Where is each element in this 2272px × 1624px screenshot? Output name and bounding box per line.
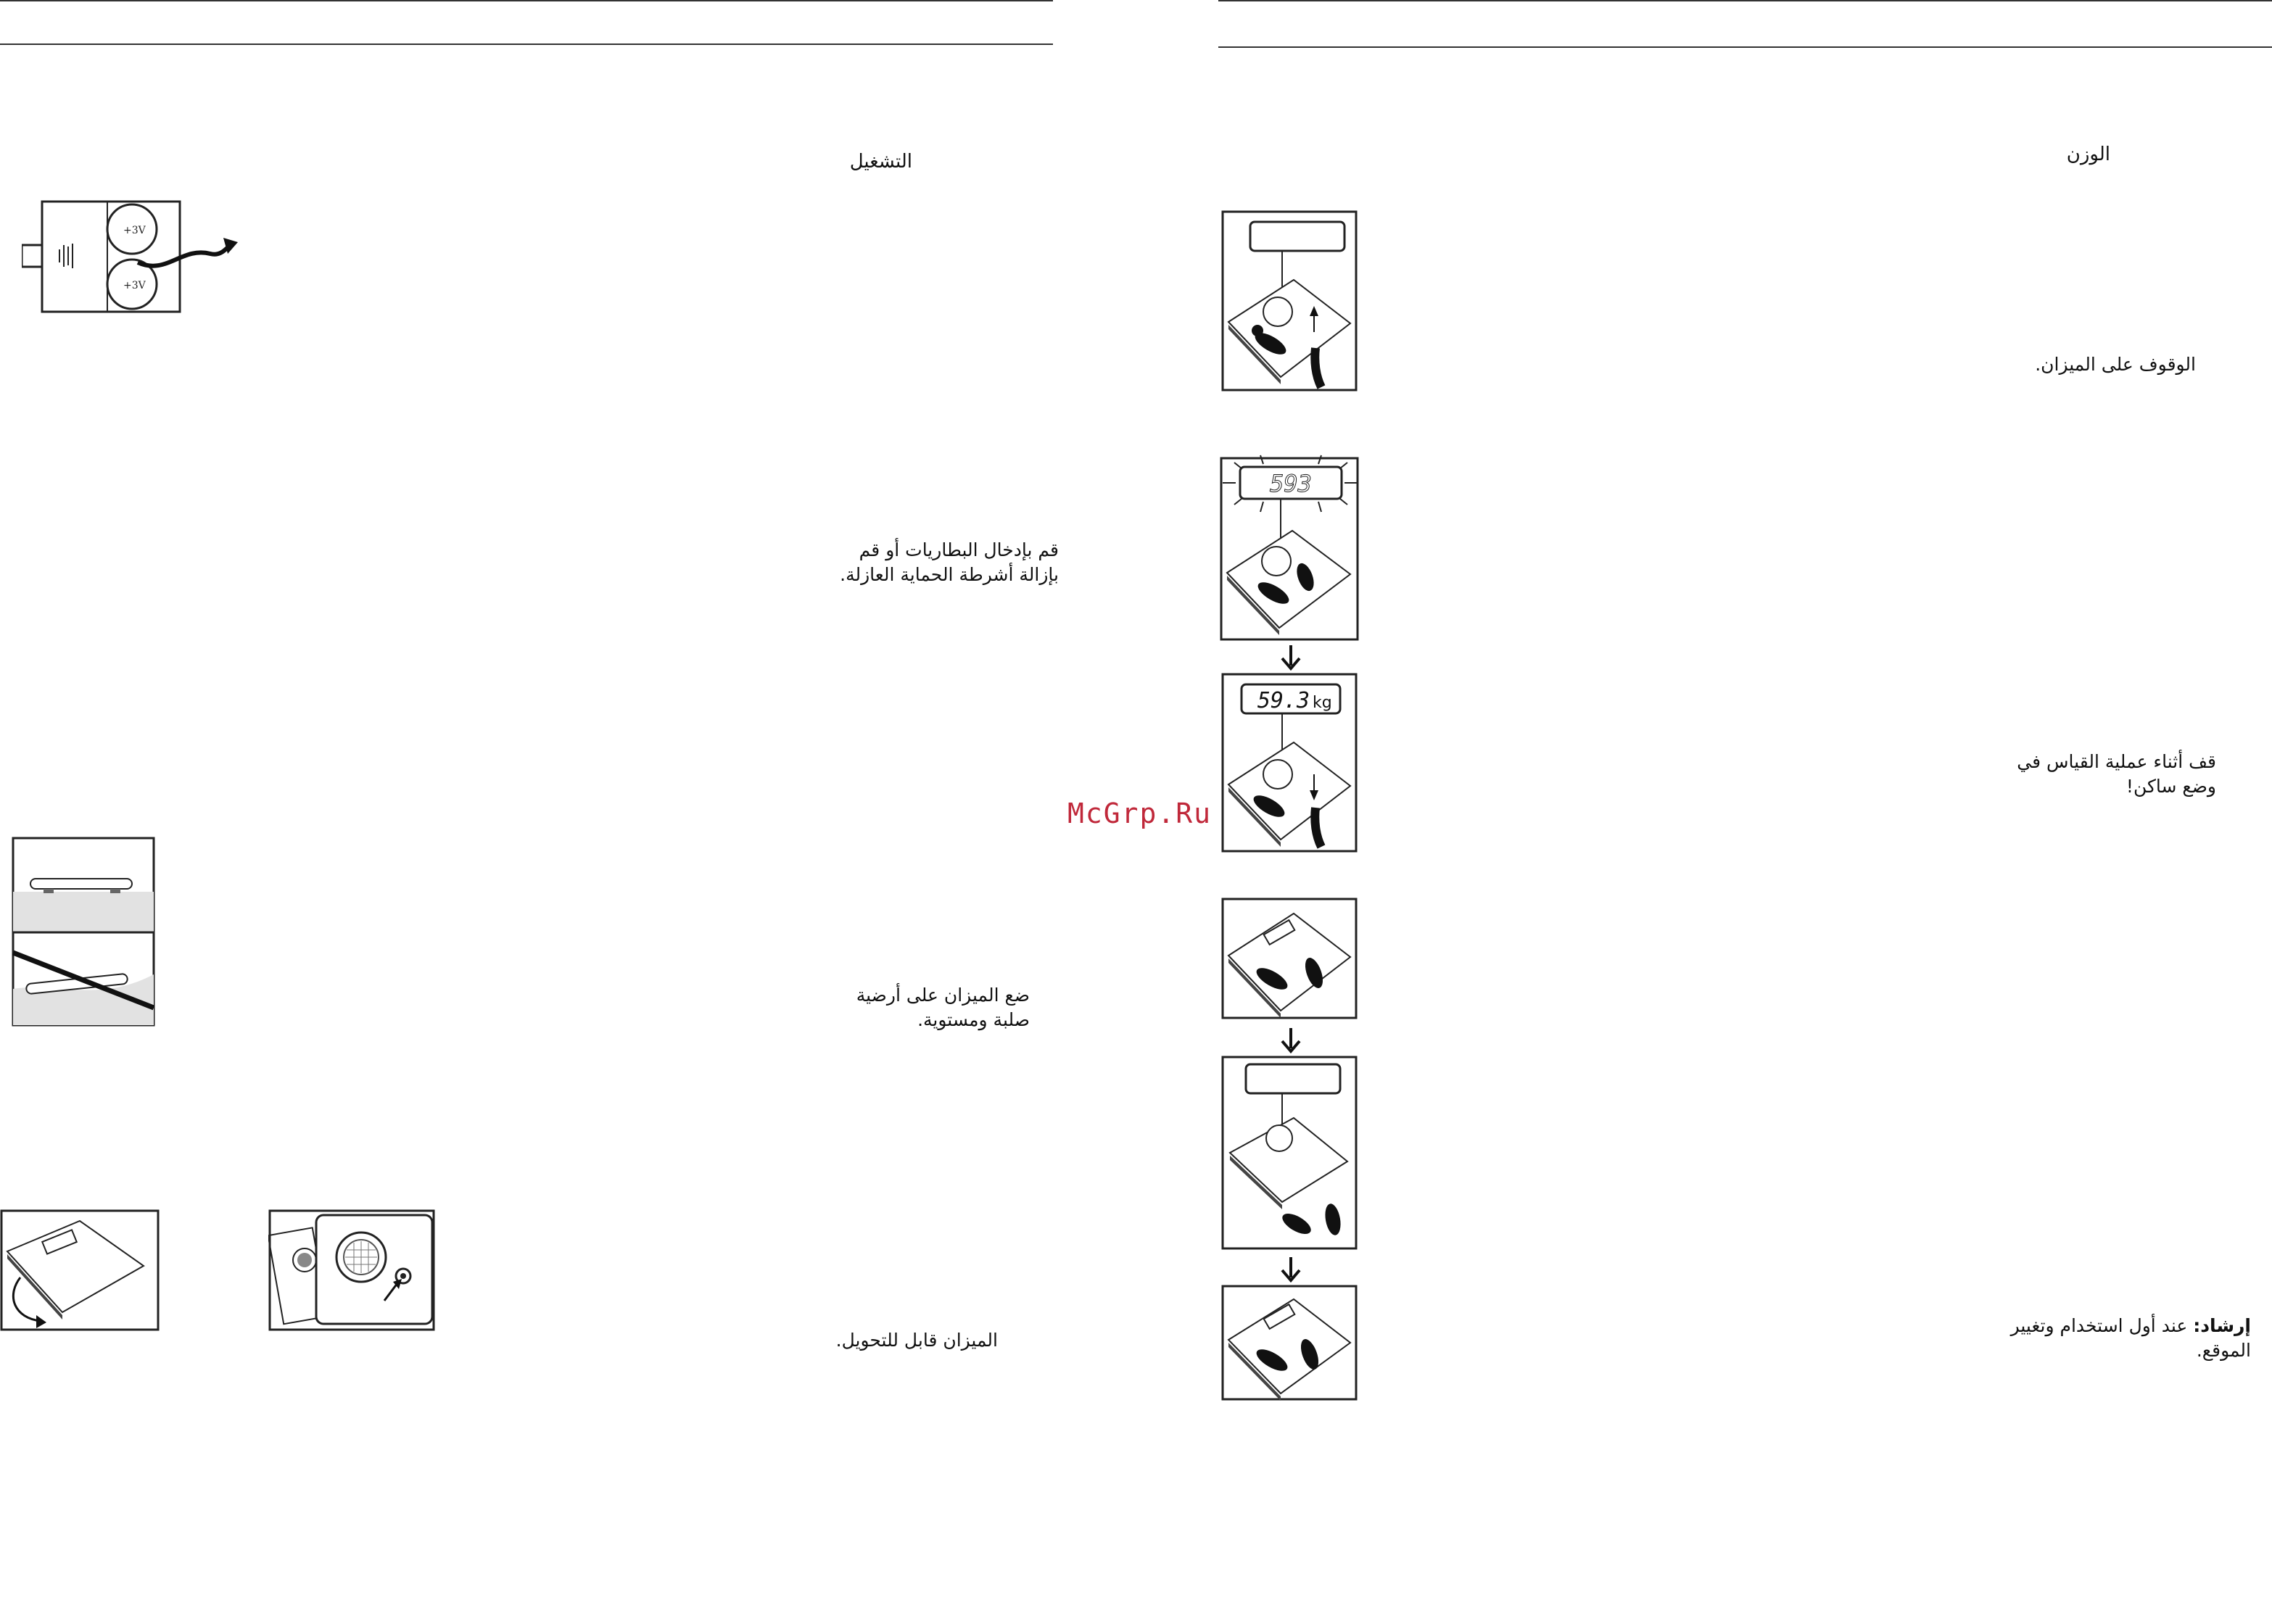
watermark: McGrp.Ru <box>1067 798 1213 829</box>
tip-line-2: الموقع. <box>2196 1340 2251 1361</box>
tip-line-1-text: عند أول استخدام وتغيير <box>2010 1315 2188 1336</box>
batteries-line-1: قم بإدخال البطاريات أو قم <box>859 539 1059 560</box>
right-header-rule <box>1218 46 2272 48</box>
batteries-instruction <box>827 538 1059 587</box>
still-line-2: وضع ساكن! <box>2126 776 2216 797</box>
scale-off-icon <box>1221 1056 1359 1251</box>
scale-floor-icon <box>12 837 157 1028</box>
down-arrow-icon <box>1276 642 1305 671</box>
still-line-1: قف أثناء عملية القياس في <box>2017 751 2216 772</box>
right-top-rule <box>1218 0 2272 1</box>
floor-line-2: صلبة ومستوية. <box>917 1009 1030 1030</box>
result-display-unit: kg <box>1313 694 1332 712</box>
tip-label: إرشاد: <box>2193 1315 2251 1336</box>
svg-text:+3V: +3V <box>123 280 146 291</box>
weighing-result-icon <box>1221 673 1359 854</box>
flash-display-value: 593 <box>1270 470 1312 497</box>
stand-instruction: الوقوف على الميزان. <box>2035 354 2196 375</box>
step-on-scale-icon <box>1221 210 1359 393</box>
tip-line-1 <box>2010 1314 2251 1338</box>
operation-heading: التشغيل <box>849 151 912 173</box>
batteries-line-2: بإزالة أشرطة الحماية العازلة. <box>840 564 1059 585</box>
down-arrow-icon <box>1276 1025 1305 1054</box>
left-header-rule <box>0 44 1053 45</box>
tip-note <box>2010 1314 2251 1363</box>
floor-instruction <box>827 983 1030 1032</box>
down-arrow-icon <box>1276 1254 1305 1283</box>
step-off-scale-icon <box>1221 898 1359 1021</box>
scale-flip-icon <box>0 1209 161 1333</box>
result-display-value: 59.3 <box>1257 688 1310 713</box>
floor-line-1: ضع الميزان على أرضية <box>856 985 1030 1006</box>
left-top-rule <box>0 0 1053 1</box>
switch-instruction: الميزان قابل للتحويل. <box>835 1330 998 1351</box>
weighing-heading: الوزن <box>2066 144 2110 165</box>
weighing-flash-icon <box>1220 454 1360 642</box>
svg-text:+3V: +3V <box>123 225 146 236</box>
still-instruction <box>2017 750 2216 799</box>
unit-switch-icon <box>268 1209 437 1333</box>
battery-compartment-icon <box>22 196 239 319</box>
step-on-again-icon <box>1221 1285 1359 1402</box>
